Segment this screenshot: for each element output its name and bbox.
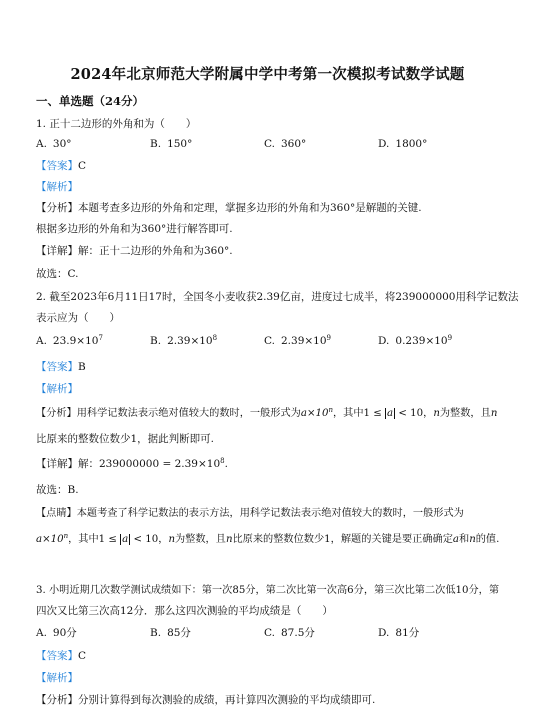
q2-fenxi-line2: 比原来的整数位数少1，据此判断即可. [36, 433, 215, 445]
question-3-stem-line2: 四次又比第三次高12分．那么这四次测验的平均成绩是（ ） [36, 605, 333, 617]
q1-option-a: A. 30° [36, 138, 72, 150]
q2-xiangjie: 【详解】解：$239000000 = 2.39\times 10^8$. [36, 457, 228, 470]
q3-option-b: B. 85分 [150, 627, 191, 639]
q2-fenxi: 【分析】用科学记数法表示绝对值较大的数时，一般形式为$a\times 10^n$，其中1 ≤ a < 10，n为整数，且n [36, 406, 498, 419]
q1-conclusion: 故选：C. [36, 268, 79, 280]
answer-tag: 【答案】 [36, 160, 78, 172]
q2-option-c: C. $2.39\times 10^9$ [264, 334, 332, 347]
q2-analysis-tag: 【解析】 [36, 383, 78, 395]
q3-option-a: A. 90分 [36, 627, 77, 639]
q2-option-d: D. $0.239\times 10^9$ [378, 334, 453, 347]
q1-fenxi-line2: 根据多边形的外角和为360°进行解答即可. [36, 223, 233, 235]
question-2-stem-line1: 2. 截至2023年6月11日17时，全国冬小麦收获2.39亿亩，进度过七成半，将239000000用科学记数法 [36, 291, 519, 303]
q2-dianjing: 【点睛】本题考查了科学记数法的表示方法，用科学记数法表示绝对值较大的数时，一般形式为 [36, 508, 464, 519]
question-2-stem-line2: 表示应为（ ） [36, 312, 120, 324]
q3-answer: 【答案】C [36, 650, 87, 662]
answer-tag: 【答案】 [36, 650, 78, 662]
q2-dianjing-line2: $a\times 10^n$，其中1 ≤ a < 10，n为整数，且n比原来的整数位数少1，解题的关键是要正确确定a和n的值. [36, 532, 500, 545]
q1-analysis-tag: 【解析】 [36, 181, 78, 193]
q2-option-a: A. $23.9\times 10^7$ [36, 334, 103, 347]
q1-xiangjie: 【详解】解：正十二边形的外角和为360°. [36, 245, 233, 257]
answer-tag: 【答案】 [36, 361, 78, 373]
page-title: 2024年北京师范大学附属中学中考第一次模拟考试数学试题 [70, 66, 465, 83]
q3-option-c: C. 87.5分 [264, 627, 315, 639]
q1-answer: 【答案】C [36, 160, 87, 172]
q1-option-b: B. 150° [150, 138, 193, 150]
question-1-stem: 1. 正十二边形的外角和为（ ） [36, 118, 197, 130]
q3-fenxi: 【分析】分别计算得到每次测验的成绩，再计算四次测验的平均成绩即可. [36, 694, 376, 706]
q3-option-d: D. 81分 [378, 627, 420, 639]
question-3-stem-line1: 3. 小明近期几次数学测试成绩如下：第一次85分，第二次比第一次高6分，第三次比第二次低10分，第 [36, 585, 500, 596]
q1-fenxi: 【分析】本题考查多边形的外角和定理，掌握多边形的外角和为360°是解题的关键. [36, 202, 422, 214]
q2-answer: 【答案】B [36, 361, 86, 373]
q3-analysis-tag: 【解析】 [36, 672, 78, 684]
q2-option-b: B. $2.39\times 10^8$ [150, 334, 218, 347]
q2-conclusion: 故选：B. [36, 484, 79, 496]
section-heading: 一、单选题（24分） [36, 94, 145, 108]
q1-option-d: D. 1800° [378, 138, 428, 150]
q1-option-c: C. 360° [264, 138, 307, 150]
